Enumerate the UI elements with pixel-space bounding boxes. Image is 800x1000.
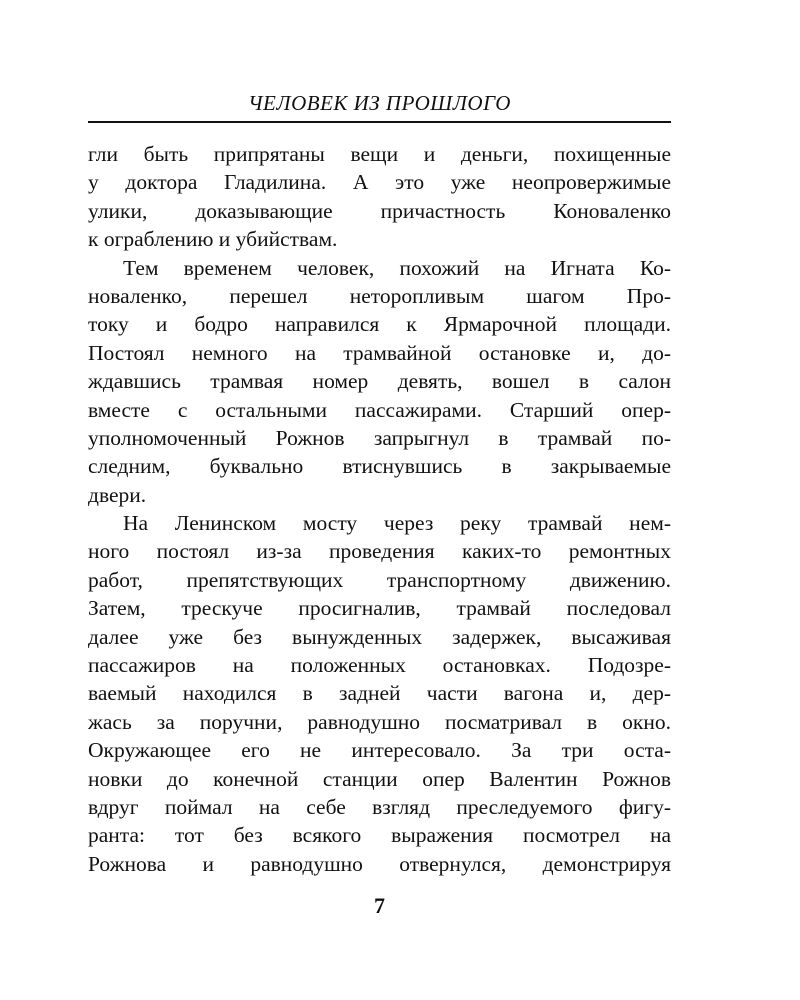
- text-line: новки до конечной станции опер Валентин Рожнов: [88, 766, 671, 791]
- text-line: Рожнова и равнодушно отвернулся, демонстрируя: [88, 851, 671, 876]
- text-line: вместе с остальными пассажирами. Старший опер-: [88, 397, 671, 422]
- text-line: работ, препятствующих транспортному движению.: [88, 567, 671, 592]
- header-rule: [88, 121, 671, 123]
- text-line: На Ленинском мосту через реку трамвай нем-: [123, 511, 671, 536]
- text-line: гли быть припрятаны вещи и деньги, похищенные: [88, 142, 671, 166]
- text-line: пассажиров на положенных остановках. Подозре-: [88, 653, 671, 678]
- running-title: ЧЕЛОВЕК ИЗ ПРОШЛОГО: [248, 91, 511, 115]
- text-line: вдруг поймал на себе взгляд преследуемого фигу-: [88, 794, 671, 819]
- text-line: Постоял немного на трамвайной остановке и, до-: [88, 340, 671, 365]
- paragraph: [88, 140, 671, 254]
- text-line: к ограблению и убийствам.: [88, 227, 338, 252]
- body-text: [88, 140, 671, 878]
- text-line: ранта: тот без всякого выражения посмотрел на: [88, 823, 671, 848]
- page-number: 7: [374, 893, 385, 918]
- text-line: уполномоченный Рожнов запрыгнул в трамвай по-: [88, 425, 671, 450]
- text-line: новаленко, перешел неторопливым шагом Про-: [88, 283, 671, 308]
- text-line: ждавшись трамвая номер девять, вошел в салон: [88, 369, 671, 394]
- paragraph: [88, 509, 671, 878]
- text-line: жась за поручни, равнодушно посматривал в окно.: [88, 709, 671, 734]
- text-line: Затем, трескуче просигналив, трамвай последовал: [88, 596, 671, 621]
- text-line: ного постоял из-за проведения каких-то ремонтных: [88, 539, 671, 564]
- text-line: далее уже без вынужденных задержек, высаживая: [88, 624, 671, 649]
- text-line: Тем временем человек, похожий на Игната Ко-: [123, 255, 671, 280]
- text-line: улики, доказывающие причастность Коноваленко: [88, 198, 671, 223]
- text-line: Окружающее его не интересовало. За три оста-: [88, 738, 671, 763]
- paragraph: [88, 254, 671, 510]
- book-page: [88, 0, 671, 1000]
- text-line: ваемый находился в задней части вагона и, дер-: [88, 681, 671, 706]
- text-line: двери.: [88, 482, 147, 507]
- text-line: у доктора Гладилина. А это уже неопровержимые: [88, 170, 671, 195]
- text-line: току и бодро направился к Ярмарочной площади.: [88, 312, 671, 337]
- text-line: следним, буквально втиснувшись в закрываемые: [88, 454, 671, 479]
